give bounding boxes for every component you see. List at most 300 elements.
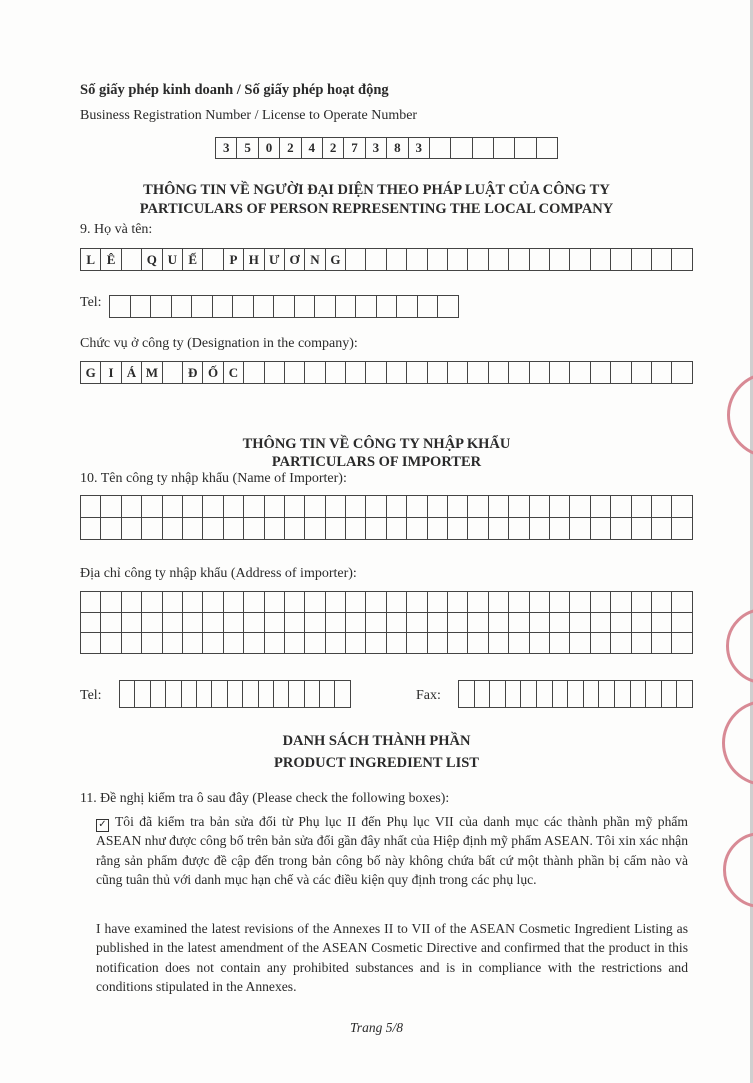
- grid-cell[interactable]: [448, 362, 468, 384]
- grid-cell[interactable]: [488, 362, 508, 384]
- grid-cell[interactable]: [549, 633, 569, 654]
- grid-cell[interactable]: [631, 633, 651, 654]
- grid-cell[interactable]: [162, 633, 182, 654]
- grid-cell[interactable]: [448, 592, 468, 613]
- grid-cell[interactable]: [468, 633, 488, 654]
- grid-cell[interactable]: [305, 362, 325, 384]
- grid-cell[interactable]: [171, 296, 192, 318]
- rep-designation-grid[interactable]: [80, 361, 693, 384]
- company-stamp-3: [722, 700, 753, 786]
- grid-cell[interactable]: [529, 362, 549, 384]
- grid-cell[interactable]: [509, 518, 529, 540]
- grid-cell[interactable]: [448, 633, 468, 654]
- grid-cell[interactable]: [150, 681, 165, 708]
- grid-cell[interactable]: [552, 681, 568, 708]
- grid-cell[interactable]: [203, 612, 223, 633]
- grid-cell[interactable]: [264, 612, 284, 633]
- grid-cell[interactable]: [509, 496, 529, 518]
- grid-cell[interactable]: [284, 518, 304, 540]
- grid-cell[interactable]: [651, 633, 671, 654]
- ingredient-heading-vi: DANH SÁCH THÀNH PHẦN: [282, 733, 471, 749]
- grid-cell[interactable]: [570, 496, 590, 518]
- grid-cell[interactable]: [549, 496, 569, 518]
- grid-cell[interactable]: M: [142, 362, 162, 384]
- grid-cell[interactable]: C: [223, 362, 243, 384]
- grid-cell[interactable]: P: [223, 249, 243, 271]
- grid-cell[interactable]: [320, 681, 335, 708]
- grid-cell[interactable]: [284, 592, 304, 613]
- grid-cell[interactable]: [468, 362, 488, 384]
- grid-cell[interactable]: [386, 518, 406, 540]
- grid-cell[interactable]: [203, 249, 223, 271]
- rep-heading-en: PARTICULARS OF PERSON REPRESENTING THE LOCAL COMPANY: [139, 201, 614, 217]
- grid-cell[interactable]: U: [162, 249, 182, 271]
- grid-cell[interactable]: [427, 592, 447, 613]
- rep-heading-vi: THÔNG TIN VỀ NGƯỜI ĐẠI DIỆN THEO PHÁP LUẬT CỦA CÔNG TY: [143, 182, 610, 198]
- grid-cell[interactable]: [672, 362, 692, 384]
- grid-cell[interactable]: [448, 249, 468, 271]
- grid-cell[interactable]: [590, 612, 610, 633]
- grid-cell[interactable]: [212, 681, 227, 708]
- grid-cell[interactable]: [570, 612, 590, 633]
- grid-cell[interactable]: 3: [408, 138, 429, 159]
- grid-cell[interactable]: [366, 362, 386, 384]
- grid-cell[interactable]: [614, 681, 630, 708]
- grid-cell[interactable]: [166, 681, 181, 708]
- grid-cell[interactable]: Ố: [203, 362, 223, 384]
- grid-cell[interactable]: [672, 592, 692, 613]
- grid-cell[interactable]: 3: [216, 138, 237, 159]
- grid-cell[interactable]: 3: [365, 138, 386, 159]
- grid-cell[interactable]: [181, 681, 196, 708]
- grid-cell[interactable]: [142, 518, 162, 540]
- grid-cell[interactable]: [509, 633, 529, 654]
- company-stamp-4: [723, 832, 753, 908]
- grid-cell[interactable]: [386, 362, 406, 384]
- grid-cell[interactable]: [366, 249, 386, 271]
- grid-cell[interactable]: [672, 633, 692, 654]
- grid-cell[interactable]: [203, 592, 223, 613]
- grid-cell[interactable]: [162, 518, 182, 540]
- grid-cell[interactable]: G: [325, 249, 345, 271]
- grid-cell[interactable]: [182, 496, 202, 518]
- grid-cell[interactable]: [305, 496, 325, 518]
- grid-cell[interactable]: [427, 496, 447, 518]
- grid-cell[interactable]: [135, 681, 150, 708]
- grid-cell[interactable]: [121, 633, 141, 654]
- grid-cell[interactable]: [407, 612, 427, 633]
- grid-cell[interactable]: [305, 592, 325, 613]
- grid-cell[interactable]: [472, 138, 493, 159]
- grid-cell[interactable]: 8: [387, 138, 408, 159]
- grid-cell[interactable]: [590, 362, 610, 384]
- grid-cell[interactable]: [651, 249, 671, 271]
- grid-cell[interactable]: [427, 518, 447, 540]
- grid-cell[interactable]: [448, 612, 468, 633]
- grid-cell[interactable]: [258, 681, 273, 708]
- grid-cell[interactable]: [536, 138, 557, 159]
- grid-cell[interactable]: [223, 612, 243, 633]
- declaration-vi-block: [96, 812, 688, 889]
- grid-cell[interactable]: [590, 518, 610, 540]
- grid-cell[interactable]: [121, 612, 141, 633]
- grid-cell[interactable]: [515, 138, 536, 159]
- grid-cell[interactable]: [651, 362, 671, 384]
- grid-cell[interactable]: [549, 362, 569, 384]
- grid-cell[interactable]: [583, 681, 599, 708]
- grid-cell[interactable]: 0: [258, 138, 279, 159]
- grid-cell[interactable]: 7: [344, 138, 365, 159]
- grid-cell[interactable]: [468, 496, 488, 518]
- grid-cell[interactable]: [244, 362, 264, 384]
- grid-cell[interactable]: [651, 592, 671, 613]
- grid-cell[interactable]: [305, 518, 325, 540]
- grid-cell[interactable]: [386, 612, 406, 633]
- declaration-text-en: I have examined the latest revisions of the Annexes II to VII of the ASEAN Cosmetic Ingredient Listing as published in the latest amendment of the ASEAN Cosmetic Directive and confirmed that the product in this notification does not contain any prohibited substances and is in compliance with the restrictions and conditions stipulated in the Annexes.: [96, 921, 688, 994]
- grid-cell[interactable]: G: [81, 362, 101, 384]
- grid-cell[interactable]: [529, 518, 549, 540]
- grid-cell[interactable]: [611, 633, 631, 654]
- grid-cell[interactable]: [611, 496, 631, 518]
- business-number-grid[interactable]: [215, 137, 558, 159]
- grid-cell[interactable]: [494, 138, 515, 159]
- grid-cell[interactable]: [325, 496, 345, 518]
- ingredient-instruction: 11. Đề nghị kiểm tra ô sau đây (Please check the following boxes):: [80, 790, 450, 805]
- grid-cell[interactable]: [244, 633, 264, 654]
- grid-cell[interactable]: [646, 681, 662, 708]
- grid-cell[interactable]: [182, 518, 202, 540]
- grid-cell[interactable]: Ơ: [284, 249, 304, 271]
- grid-cell[interactable]: [438, 296, 459, 318]
- grid-cell[interactable]: [509, 362, 529, 384]
- grid-cell[interactable]: [631, 362, 651, 384]
- grid-cell[interactable]: [672, 249, 692, 271]
- grid-cell[interactable]: [244, 612, 264, 633]
- grid-cell[interactable]: [509, 592, 529, 613]
- grid-cell[interactable]: Ê: [101, 249, 121, 271]
- importer-name-grid[interactable]: [80, 495, 693, 540]
- grid-cell[interactable]: [325, 362, 345, 384]
- grid-cell[interactable]: [590, 592, 610, 613]
- grid-cell[interactable]: [284, 633, 304, 654]
- grid-cell[interactable]: [101, 496, 121, 518]
- grid-cell[interactable]: Q: [142, 249, 162, 271]
- grid-cell[interactable]: [101, 518, 121, 540]
- grid-cell[interactable]: [529, 633, 549, 654]
- grid-cell[interactable]: [264, 362, 284, 384]
- grid-cell[interactable]: [346, 518, 366, 540]
- grid-cell[interactable]: [223, 592, 243, 613]
- grid-cell[interactable]: [407, 633, 427, 654]
- grid-cell[interactable]: [509, 249, 529, 271]
- grid-cell[interactable]: [244, 592, 264, 613]
- rep-tel-label: Tel:: [80, 295, 102, 310]
- grid-cell[interactable]: [101, 612, 121, 633]
- importer-address-grid[interactable]: [80, 591, 693, 654]
- grid-cell[interactable]: I: [101, 362, 121, 384]
- grid-cell[interactable]: [631, 496, 651, 518]
- grid-cell[interactable]: [386, 633, 406, 654]
- grid-cell[interactable]: [429, 138, 450, 159]
- grid-cell[interactable]: [407, 249, 427, 271]
- grid-cell[interactable]: [468, 518, 488, 540]
- grid-cell[interactable]: [325, 612, 345, 633]
- grid-cell[interactable]: [631, 612, 651, 633]
- grid-cell[interactable]: [451, 138, 472, 159]
- grid-cell[interactable]: [631, 592, 651, 613]
- grid-cell[interactable]: [651, 518, 671, 540]
- grid-cell[interactable]: [490, 681, 506, 708]
- grid-cell[interactable]: [335, 681, 350, 708]
- grid-cell[interactable]: [529, 612, 549, 633]
- grid-cell[interactable]: [521, 681, 537, 708]
- grid-cell[interactable]: [81, 592, 101, 613]
- grid-cell[interactable]: [611, 362, 631, 384]
- grid-cell[interactable]: [162, 362, 182, 384]
- grid-cell[interactable]: [448, 496, 468, 518]
- grid-cell[interactable]: [366, 496, 386, 518]
- importer-fax-label: Fax:: [416, 688, 441, 703]
- grid-cell[interactable]: [407, 592, 427, 613]
- grid-cell[interactable]: [474, 681, 490, 708]
- grid-cell[interactable]: [284, 362, 304, 384]
- grid-cell[interactable]: [509, 612, 529, 633]
- grid-cell[interactable]: [549, 612, 569, 633]
- grid-cell[interactable]: [151, 296, 172, 318]
- grid-cell[interactable]: [264, 496, 284, 518]
- grid-cell[interactable]: [448, 518, 468, 540]
- grid-cell[interactable]: L: [81, 249, 101, 271]
- page-number: Trang 5/8: [350, 1020, 403, 1035]
- grid-cell[interactable]: [346, 633, 366, 654]
- grid-cell[interactable]: [227, 681, 242, 708]
- grid-cell[interactable]: [294, 296, 315, 318]
- grid-cell[interactable]: [203, 633, 223, 654]
- grid-cell[interactable]: [101, 592, 121, 613]
- grid-cell[interactable]: [468, 612, 488, 633]
- grid-cell[interactable]: [590, 249, 610, 271]
- grid-cell[interactable]: [386, 592, 406, 613]
- grid-cell[interactable]: [536, 681, 552, 708]
- grid-cell[interactable]: [182, 633, 202, 654]
- grid-cell[interactable]: [346, 249, 366, 271]
- grid-cell[interactable]: [356, 296, 377, 318]
- grid-cell[interactable]: [244, 496, 264, 518]
- grid-cell[interactable]: [142, 592, 162, 613]
- grid-cell[interactable]: [651, 496, 671, 518]
- grid-cell[interactable]: [289, 681, 304, 708]
- grid-cell[interactable]: [120, 681, 135, 708]
- declaration-checkbox[interactable]: ✓: [96, 819, 109, 832]
- grid-cell[interactable]: [203, 518, 223, 540]
- grid-cell[interactable]: [182, 612, 202, 633]
- grid-cell[interactable]: [529, 249, 549, 271]
- grid-cell[interactable]: [529, 496, 549, 518]
- grid-cell[interactable]: [631, 249, 651, 271]
- grid-cell[interactable]: [142, 496, 162, 518]
- grid-cell[interactable]: [570, 592, 590, 613]
- grid-cell[interactable]: [407, 496, 427, 518]
- grid-cell[interactable]: [162, 612, 182, 633]
- grid-cell[interactable]: [273, 681, 288, 708]
- grid-cell[interactable]: [366, 612, 386, 633]
- grid-cell[interactable]: [568, 681, 584, 708]
- grid-cell[interactable]: [376, 296, 397, 318]
- grid-cell[interactable]: [223, 518, 243, 540]
- grid-cell[interactable]: [196, 681, 211, 708]
- grid-cell[interactable]: [488, 496, 508, 518]
- grid-cell[interactable]: [599, 681, 615, 708]
- grid-cell[interactable]: [631, 518, 651, 540]
- grid-cell[interactable]: [162, 496, 182, 518]
- grid-cell[interactable]: [121, 496, 141, 518]
- grid-cell[interactable]: H: [244, 249, 264, 271]
- grid-cell[interactable]: [274, 296, 295, 318]
- grid-cell[interactable]: [611, 518, 631, 540]
- importer-fax-grid[interactable]: [458, 680, 693, 708]
- grid-cell[interactable]: Ế: [182, 249, 202, 271]
- grid-cell[interactable]: [244, 518, 264, 540]
- grid-cell[interactable]: [488, 633, 508, 654]
- importer-tel-grid[interactable]: [119, 680, 351, 708]
- grid-cell[interactable]: [162, 592, 182, 613]
- grid-cell[interactable]: [264, 633, 284, 654]
- grid-cell[interactable]: [651, 612, 671, 633]
- grid-cell[interactable]: [243, 681, 258, 708]
- grid-cell[interactable]: N: [305, 249, 325, 271]
- grid-cell[interactable]: 2: [322, 138, 343, 159]
- grid-cell[interactable]: [346, 592, 366, 613]
- grid-cell[interactable]: [427, 633, 447, 654]
- grid-cell[interactable]: [212, 296, 233, 318]
- grid-cell[interactable]: Đ: [182, 362, 202, 384]
- grid-cell[interactable]: [325, 518, 345, 540]
- grid-cell[interactable]: [305, 633, 325, 654]
- grid-cell[interactable]: [427, 612, 447, 633]
- rep-designation-label: Chức vụ ở công ty (Designation in the company):: [80, 336, 358, 351]
- declaration-text-vi: Tôi đã kiểm tra bản sửa đổi từ Phụ lục II đến Phụ lục VII của danh mục các thành phần mỹ phẩm ASEAN như được công bố trên bản sửa đổi gần đây nhất của Hiệp định mỹ phẩm ASEAN. Tôi xin xác nhận rằng sản phẩm được đề cập đến trong bản công bố này không chứa bất cứ một thành phần bị cấm nào và cũng tuân thủ với danh mục hạn chế và các điều kiện quy định trong các phụ lục.: [96, 814, 688, 887]
- importer-heading-vi: THÔNG TIN VỀ CÔNG TY NHẬP KHẨU: [242, 436, 511, 452]
- grid-cell[interactable]: [488, 249, 508, 271]
- grid-cell[interactable]: [590, 496, 610, 518]
- grid-cell[interactable]: [346, 612, 366, 633]
- grid-cell[interactable]: Á: [121, 362, 141, 384]
- grid-cell[interactable]: [142, 633, 162, 654]
- grid-cell[interactable]: [611, 612, 631, 633]
- grid-cell[interactable]: [488, 518, 508, 540]
- grid-cell[interactable]: [427, 249, 447, 271]
- grid-cell[interactable]: [407, 518, 427, 540]
- grid-cell[interactable]: [570, 362, 590, 384]
- grid-cell[interactable]: [630, 681, 646, 708]
- grid-cell[interactable]: [81, 633, 101, 654]
- grid-cell[interactable]: [468, 592, 488, 613]
- grid-cell[interactable]: [672, 518, 692, 540]
- grid-cell[interactable]: [488, 592, 508, 613]
- grid-cell[interactable]: [366, 633, 386, 654]
- grid-cell[interactable]: [570, 518, 590, 540]
- grid-cell[interactable]: [459, 681, 475, 708]
- company-stamp-2: [726, 608, 753, 684]
- grid-cell[interactable]: [549, 249, 569, 271]
- grid-cell[interactable]: [677, 681, 693, 708]
- grid-cell[interactable]: [488, 612, 508, 633]
- grid-cell[interactable]: [335, 296, 356, 318]
- importer-tel-label: Tel:: [80, 688, 102, 703]
- grid-cell[interactable]: [366, 518, 386, 540]
- rep-name-grid[interactable]: [80, 248, 693, 271]
- grid-cell[interactable]: [570, 633, 590, 654]
- grid-cell[interactable]: 2: [280, 138, 301, 159]
- grid-cell[interactable]: Ư: [264, 249, 284, 271]
- grid-cell[interactable]: [366, 592, 386, 613]
- grid-cell[interactable]: [407, 362, 427, 384]
- grid-cell[interactable]: [468, 249, 488, 271]
- grid-cell[interactable]: [590, 633, 610, 654]
- grid-cell[interactable]: [346, 362, 366, 384]
- grid-cell[interactable]: [570, 249, 590, 271]
- grid-cell[interactable]: [110, 296, 131, 318]
- grid-cell[interactable]: 4: [301, 138, 322, 159]
- grid-cell[interactable]: 5: [237, 138, 258, 159]
- grid-cell[interactable]: [284, 612, 304, 633]
- grid-cell[interactable]: [549, 518, 569, 540]
- grid-cell[interactable]: [386, 496, 406, 518]
- grid-cell[interactable]: [233, 296, 254, 318]
- grid-cell[interactable]: [81, 496, 101, 518]
- grid-cell[interactable]: [529, 592, 549, 613]
- rep-tel-grid[interactable]: [109, 295, 459, 318]
- importer-heading-en: PARTICULARS OF IMPORTER: [271, 454, 482, 470]
- grid-cell[interactable]: [223, 496, 243, 518]
- grid-cell[interactable]: [315, 296, 336, 318]
- grid-cell[interactable]: [253, 296, 274, 318]
- grid-cell[interactable]: [182, 592, 202, 613]
- grid-cell[interactable]: [101, 633, 121, 654]
- grid-cell[interactable]: [672, 496, 692, 518]
- grid-cell[interactable]: [386, 249, 406, 271]
- grid-cell[interactable]: [661, 681, 677, 708]
- grid-cell[interactable]: [264, 592, 284, 613]
- grid-cell[interactable]: [284, 496, 304, 518]
- grid-cell[interactable]: [142, 612, 162, 633]
- grid-cell[interactable]: [81, 612, 101, 633]
- grid-cell[interactable]: [121, 592, 141, 613]
- grid-cell[interactable]: [121, 518, 141, 540]
- grid-cell[interactable]: [427, 362, 447, 384]
- grid-cell[interactable]: [130, 296, 151, 318]
- grid-cell[interactable]: [192, 296, 213, 318]
- grid-cell[interactable]: [611, 249, 631, 271]
- grid-cell[interactable]: [264, 518, 284, 540]
- grid-cell[interactable]: [121, 249, 141, 271]
- grid-cell[interactable]: [81, 518, 101, 540]
- grid-cell[interactable]: [505, 681, 521, 708]
- grid-cell[interactable]: [549, 592, 569, 613]
- grid-cell[interactable]: [304, 681, 319, 708]
- grid-cell[interactable]: [203, 496, 223, 518]
- grid-cell[interactable]: [417, 296, 438, 318]
- grid-cell[interactable]: [325, 592, 345, 613]
- grid-cell[interactable]: [305, 612, 325, 633]
- rep-name-label: 9. Họ và tên:: [80, 222, 153, 237]
- grid-cell[interactable]: [672, 612, 692, 633]
- grid-cell[interactable]: [611, 592, 631, 613]
- grid-cell[interactable]: [346, 496, 366, 518]
- grid-cell[interactable]: [223, 633, 243, 654]
- grid-cell[interactable]: [397, 296, 418, 318]
- grid-cell[interactable]: [325, 633, 345, 654]
